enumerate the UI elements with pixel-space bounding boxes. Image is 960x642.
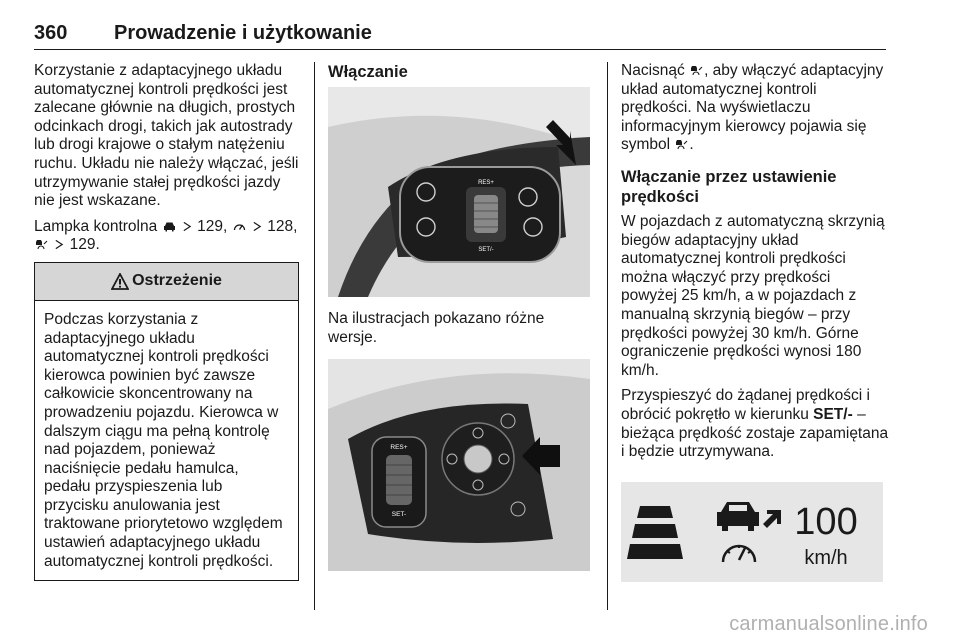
page-ref-arrow-icon	[54, 239, 64, 250]
press-text-b: , aby włączyć adaptacyjny układ automatycznej kontroli prędkości. Na wyświetlaczu informacyjnym kierowcy pojawia się symbol	[621, 62, 884, 154]
intro-paragraph: Korzystanie z adaptacyjnego układu automatycznej kontroli prędkości jest zalecane głównie na długich, prostych odcinkach drogi, takich jak autostrady lub drogi krajowe o stałym natężeniu ruchu. Układu nie należy włączać, jeśli utrzymywanie stałej prędkości jazdy nie jest wskazane.	[34, 62, 299, 210]
adaptive-cruise-icon	[675, 139, 688, 150]
section-title: Włączanie	[328, 63, 408, 81]
page-header	[34, 20, 886, 50]
set-minus-inline: SET/-	[813, 405, 853, 423]
set-minus-label: SET/-	[478, 247, 494, 253]
set-speed-text-a: Przyspieszyć do żądanej prędkości i obrócić pokrętło w kierunku	[621, 387, 870, 423]
subsection-title: Włączanie przez ustawienie prędkości	[621, 167, 837, 206]
cluster-display	[621, 482, 883, 582]
steering-wheel-photo-2	[328, 359, 590, 571]
warning-header	[35, 263, 298, 301]
photo-caption: Na ilustracjach pokazano różne wersje.	[328, 310, 545, 346]
res-plus-label: RES+	[478, 180, 494, 186]
press-paragraph	[621, 62, 889, 155]
set-speed-paragraph	[621, 387, 889, 461]
warning-box	[34, 262, 299, 581]
press-text-a: Nacisnąć	[621, 62, 685, 79]
adaptive-cruise-icon	[690, 65, 703, 76]
set-speed-value: 100	[794, 500, 858, 543]
adaptive-cruise-icon	[35, 239, 48, 250]
speed-unit: km/h	[804, 546, 848, 569]
page-title: Prowadzenie i użytkowanie	[114, 22, 372, 44]
set-speed-text-b: – bieżąca prędkość zostaje zapamiętana i będzie utrzymywana.	[621, 405, 889, 461]
control-lamp-paragraph	[34, 218, 304, 255]
set-minus-label-2: SET-	[391, 511, 407, 519]
page-ref-1: 129,	[197, 217, 228, 235]
watermark: carmanualsonline.info	[729, 613, 928, 635]
page-ref-2: 128,	[267, 217, 298, 235]
warning-body: Podczas korzystania z adaptacyjnego układu automatycznej kontroli prędkości kierowca powinien być zawsze całkowicie skoncentrowany na prowadzeniu pojazdu. Kierowca w dalszym ciągu ma pełną kontrolę nad pojazdem, ponieważ naciśnięcie pedału hamulca, pedału przyspieszenia lub przycisku anulowania jest traktowane priorytetowo względem ustawień adaptacyjnego układu automatycznej kontroli prędkości.	[44, 310, 283, 570]
page-ref-arrow-icon	[182, 221, 192, 232]
res-plus-label-2: RES+	[390, 444, 408, 452]
press-text-c: .	[689, 136, 694, 154]
column-2	[328, 62, 596, 571]
page-ref-arrow-icon	[252, 221, 262, 232]
column-3	[621, 62, 889, 582]
column-divider-2	[607, 62, 608, 610]
speed-limits-paragraph: W pojazdach z automatyczną skrzynią biegów adaptacyjny układ automatycznej kontroli prędkości można włączyć przy prędkości powyżej 25 km/h, a w pojazdach z manualną skrzynią biegów – przy prędkości powyżej 30 km/h. Górne ograniczenie prędkości wynosi 180 km/h.	[621, 212, 885, 379]
vehicle-ahead-icon	[163, 221, 176, 232]
page-number: 360	[34, 22, 68, 44]
warning-title: Ostrzeżenie	[132, 272, 222, 290]
page-ref-3: 129.	[69, 236, 100, 254]
steering-wheel-photo-1	[328, 87, 590, 297]
lamp-prefix: Lampka kontrolna	[34, 217, 158, 235]
warning-triangle-icon	[111, 273, 129, 290]
cruise-control-icon	[233, 221, 246, 232]
column-1	[34, 62, 304, 581]
column-divider-1	[314, 62, 315, 610]
